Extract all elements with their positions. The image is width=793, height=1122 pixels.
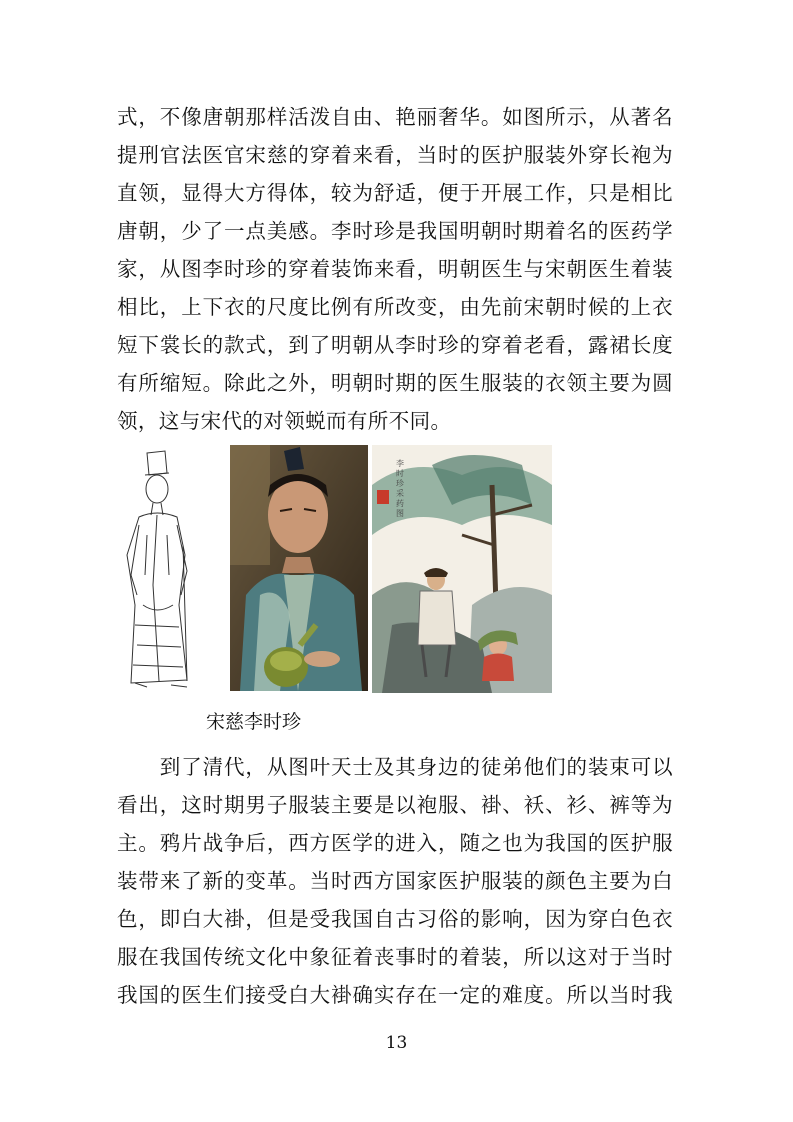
text-line: 家，从图李时珍的穿着装饰来看，明朝医生与宋朝医生着装 [117, 257, 673, 281]
text-line: 领，这与宋代的对领蜕而有所不同。 [117, 409, 452, 433]
text-line: 式，不像唐朝那样活泼自由、艳丽奢华。如图所示，从著名 [117, 105, 673, 129]
text-line: 色，即白大褂，但是受我国自古习俗的影响，因为穿白色衣 [117, 907, 673, 931]
text-line: 主。鸦片战争后，西方医学的进入，随之也为我国的医护服 [117, 831, 673, 855]
page-number: 13 [385, 1033, 408, 1053]
text-line: 直领，显得大方得体，较为舒适，便于开展工作，只是相比 [117, 181, 673, 205]
figure-song-ci-li-shizhen [117, 445, 557, 693]
text-line: 唐朝，少了一点美感。李时珍是我国明朝时期着名的医药学 [117, 219, 673, 243]
text-line: 相比，上下衣的尺度比例有所改变，由先前宋朝时候的上衣 [117, 295, 673, 319]
text-line: 有所缩短。除此之外，明朝时期的医生服装的衣领主要为圆 [117, 371, 673, 395]
song-ci-line-drawing [117, 445, 199, 693]
text-line: 服在我国传统文化中象征着丧事时的着装，所以这对于当时 [117, 945, 673, 969]
text-line: 看出，这时期男子服装主要是以袍服、褂、袄、衫、裤等为 [117, 793, 673, 817]
painting-inscription: 李时珍采药图 [396, 459, 404, 518]
li-shizhen-drama-photo [230, 445, 368, 691]
text-line: 短下裳长的款式，到了明朝从李时珍的穿着老看，露裙长度 [117, 333, 673, 357]
figure-caption: 宋慈李时珍 [206, 711, 302, 733]
text-line: 提刑官法医官宋慈的穿着来看，当时的医护服装外穿长袍为 [117, 143, 673, 167]
text-line: 我国的医生们接受白大褂确实存在一定的难度。所以当时我 [117, 983, 673, 1007]
text-line: 到了清代，从图叶天士及其身边的徒弟他们的装束可以 [117, 755, 673, 779]
li-shizhen-painting [372, 445, 552, 693]
text-line: 装带来了新的变革。当时西方国家医护服装的颜色主要为白 [117, 869, 673, 893]
